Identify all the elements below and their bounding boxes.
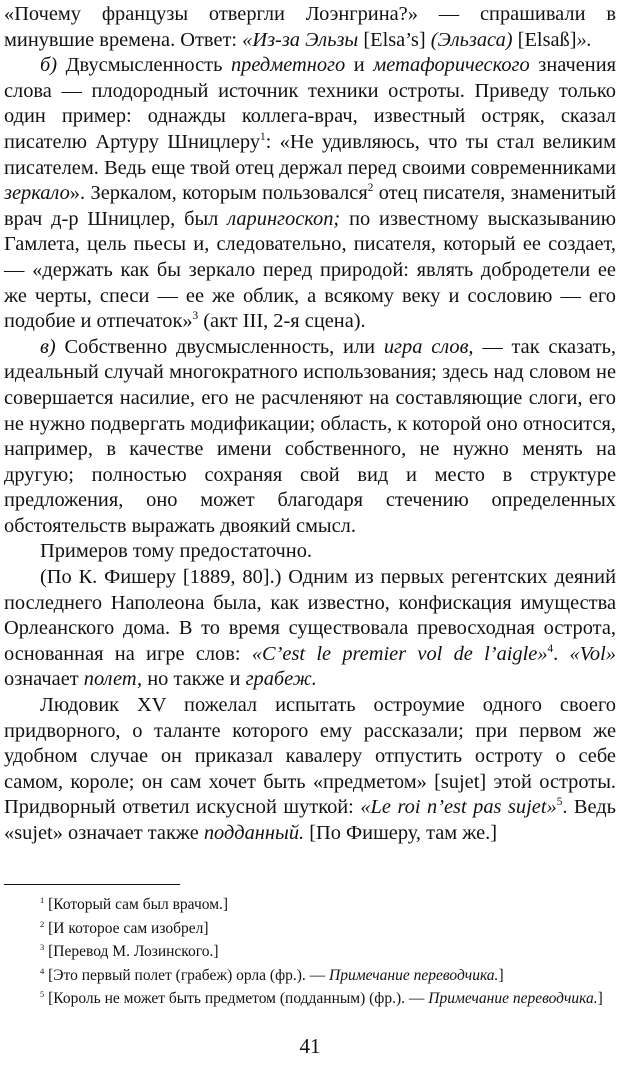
text-run: [И которое сам изобрел] xyxy=(44,919,209,937)
text-run: но также и xyxy=(142,668,246,691)
text-run: по известному высказыванию Гамлета, цель пьесы и, следовательно, писателя, который ее создает, — «держать как бы зеркало перед природой: являть добродетели ее же черты, спеси — ее же облик, а всякому веку и сословию — его подобие и отпечаток» xyxy=(4,207,616,333)
footnote-marker: 4 xyxy=(547,643,554,656)
italic-text: ». xyxy=(576,28,592,51)
text-run: и xyxy=(345,54,374,77)
text-run: Двусмысленность xyxy=(57,54,231,77)
text-run: [По Фишеру, там же.] xyxy=(304,822,498,844)
text-run: означает xyxy=(4,668,84,691)
text-run: отец писателя, знаменитый врач д-р Шницлер, был xyxy=(4,182,616,230)
text-run: [Elsaß] xyxy=(512,28,577,51)
footnote-marker: 3 xyxy=(192,310,199,323)
paragraph xyxy=(4,539,616,565)
italic-text: Примечание переводчика. xyxy=(428,990,598,1008)
italic-text: полет, xyxy=(83,668,143,691)
footnote-marker: 1 xyxy=(260,131,266,144)
footnote-marker: 1 xyxy=(40,894,45,905)
italic-text: «Le roi n’est pas sujet» xyxy=(360,796,557,819)
footnote xyxy=(4,940,616,964)
text-run: Собственно двусмысленность, или xyxy=(55,335,384,358)
paragraph xyxy=(4,335,616,540)
paragraph xyxy=(4,53,616,335)
paragraph xyxy=(4,693,616,847)
paragraph xyxy=(4,2,616,53)
italic-text: ларингоскоп; xyxy=(227,207,341,230)
italic-text: «Из-за Эльзы xyxy=(242,28,359,51)
page-number: 41 xyxy=(299,1034,321,1058)
italic-text: «Vol» xyxy=(569,642,616,665)
text-run: [Который сам был врачом.] xyxy=(44,896,229,913)
text-run: ] xyxy=(498,966,504,984)
italic-text: подданный. xyxy=(203,822,305,844)
footnote-marker: 5 xyxy=(556,796,563,809)
italic-text: метафорического xyxy=(373,54,530,77)
footnote-marker: 2 xyxy=(40,918,45,929)
italic-text: (Эльзаса) xyxy=(430,28,513,51)
text-run: «Почему французы отвергли Лоэнгрина?» — спрашивали в минувшие времена. Ответ: xyxy=(4,3,616,51)
text-run: [Это первый полет (грабеж) орла (фр.). — xyxy=(44,966,330,984)
footnote-marker: 2 xyxy=(367,182,374,195)
text-run: [Elsa’s] xyxy=(358,28,431,51)
italic-text: предметного xyxy=(230,54,346,77)
text-run: . Ведь «sujet» означает также xyxy=(4,796,616,844)
italic-text: грабеж. xyxy=(245,668,317,691)
footnote-marker: 5 xyxy=(40,989,45,1000)
text-run: : «Не удивляюсь, что ты стал великим писателем. Ведь еще твой отец держал перед своими современниками xyxy=(4,130,616,179)
italic-text: Примечание переводчика. xyxy=(329,966,499,984)
main-text xyxy=(4,2,616,847)
text-run: Людовик XV пожелал испытать остроумие одного своего придворного, о таланте которого ему рассказали; при первом же удобном случае он приказал кавалеру отпустить остроту о себе самом, короле; он сам хочет быть «предметом» [sujet] этой остроты. Придворный ответил искусной шуткой: xyxy=(4,694,616,819)
italic-text: б) xyxy=(40,54,58,77)
text-run: значения слова — плодородный источник техники остроты. Приведу только один пример: однажды коллега-врач, известный остряк, сказал писателю Артуру Шницлеру xyxy=(4,54,617,153)
footnote-marker: 3 xyxy=(40,942,45,953)
footnote xyxy=(4,987,616,1011)
italic-text: в) xyxy=(40,335,56,358)
text-run: — так сказать, идеальный случай многократного использования; здесь над словом не совершается насилие, его не расчленяют на составляющие слоги, его не нужно подвергать модификации; область, к которой оно относится, например, в качестве имени собственного, не нужно менять на другую; полностью сохраняя свой вид и место в структуре предложения, оно может благодаря стечению определенных обстоятельств выражать двоякий смысл. xyxy=(4,335,616,537)
text-run: (По К. Фишеру [1889, 80].) Одним из первых регентских деяний последнего Наполеона была, как известно, конфискация имущества Орлеанского дома. В то время существовала превосходная острота, основанная на игре слов: xyxy=(4,566,616,665)
footnote xyxy=(4,893,616,917)
italic-text: «C’est le premier vol de l’aigle» xyxy=(251,642,548,665)
text-run: Примеров тому предостаточно. xyxy=(40,540,313,563)
footnote-marker: 4 xyxy=(40,965,45,976)
text-run: . xyxy=(553,642,570,665)
footnotes xyxy=(4,893,616,1011)
italic-text: зеркало xyxy=(4,182,70,205)
italic-text: игра слов, xyxy=(383,335,474,358)
footnote-separator xyxy=(4,884,180,885)
text-run: [Король не может быть предметом (подданным) (фр.). — xyxy=(44,990,429,1008)
paragraph xyxy=(4,565,616,693)
text-run: [Перевод М. Лозинского.] xyxy=(44,943,219,961)
footnote xyxy=(4,964,616,988)
footnote xyxy=(4,917,616,941)
text-run: ». Зеркалом, которым пользовался xyxy=(69,182,368,205)
text-run: ] xyxy=(597,990,603,1008)
text-run: (акт III, 2-я сцена). xyxy=(198,310,366,333)
